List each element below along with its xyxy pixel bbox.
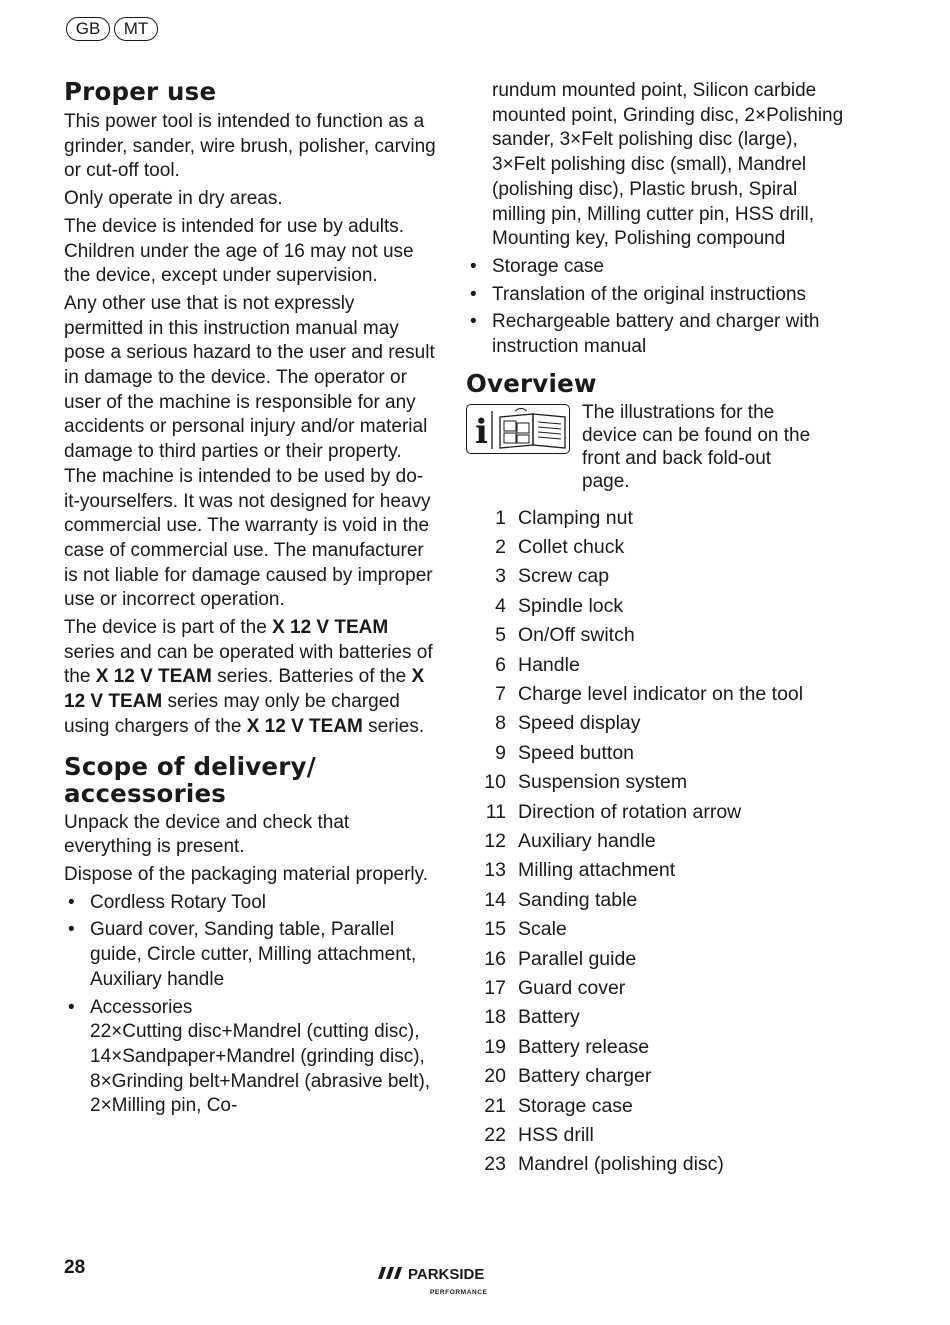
- scope-list: [64, 891, 436, 1119]
- part-number: 7: [495, 682, 506, 705]
- series-name: X 12 V TEAM: [64, 666, 425, 713]
- scope-heading-line-2: accessories: [64, 778, 227, 808]
- bullet-icon: •: [68, 919, 75, 941]
- part-item: [466, 1062, 844, 1091]
- part-item: [466, 1003, 844, 1032]
- scope-paragraph-2: Dispose of the packaging material properly.: [64, 863, 429, 885]
- proper-use-paragraph-1: This power tool is intended to function as a grinder, sander, wire brush, polisher, carving or cut-off tool.: [64, 111, 436, 182]
- language-badge-mt: MT: [114, 17, 158, 41]
- part-item: [466, 651, 844, 680]
- overview-info: [466, 401, 844, 494]
- part-label: On/Off switch: [518, 624, 635, 647]
- bullet-icon: •: [470, 255, 477, 277]
- right-column: [466, 79, 844, 1180]
- p5-text-4: series may only be charged using chargers of the: [64, 691, 400, 737]
- p5-text-5: series.: [362, 715, 425, 737]
- proper-use-paragraph-4: Any other use that is not expressly permitted in this instruction manual may pose a serious hazard to the user and result in damage to the device. The operator or user of the machine is responsible for any accidents or personal injury and/or material damage to third parties or their property. The machine is intended to be used by do-it-yourselfers. It was not designed for heavy commercial use. The warranty is void in the case of commercial use. The manufacturer is not liable for damage caused by improper use or incorrect operation.: [64, 292, 435, 611]
- part-label: HSS drill: [518, 1124, 594, 1147]
- part-item: [466, 915, 844, 944]
- part-item: [466, 945, 844, 974]
- part-number: 15: [484, 918, 506, 941]
- parkside-logo-icon: [376, 1263, 526, 1299]
- part-item: [466, 974, 844, 1003]
- part-label: Battery charger: [518, 1065, 652, 1088]
- part-item: [466, 709, 844, 738]
- series-name: X 12 V TEAM: [272, 617, 389, 639]
- part-item: [466, 856, 844, 885]
- part-item: [466, 768, 844, 797]
- part-number: 19: [484, 1035, 506, 1058]
- left-column: [64, 78, 436, 1122]
- part-number: 17: [484, 977, 506, 1000]
- part-item: [466, 1092, 844, 1121]
- part-number: 10: [484, 771, 506, 794]
- part-item: [466, 1150, 844, 1179]
- part-label: Mandrel (polishing disc): [518, 1153, 724, 1176]
- part-label: Spindle lock: [518, 594, 624, 617]
- info-manual-icon-graphic: [467, 405, 571, 455]
- brand-sub: PERFORMANCE: [430, 1289, 488, 1296]
- list-item: [466, 310, 844, 359]
- bullet-icon: •: [470, 311, 477, 333]
- part-label: Suspension system: [518, 771, 688, 794]
- part-item: [466, 680, 844, 709]
- part-label: Parallel guide: [518, 947, 637, 970]
- part-item: [466, 886, 844, 915]
- part-number: 13: [484, 859, 506, 882]
- part-label: Speed display: [518, 712, 641, 735]
- part-label: Battery: [518, 1006, 580, 1029]
- series-name: X 12 V TEAM: [95, 666, 212, 688]
- part-number: 18: [484, 1006, 506, 1029]
- scope-heading: [64, 753, 436, 807]
- part-label: Direction of rotation arrow: [518, 800, 742, 823]
- bullet-icon: •: [68, 996, 75, 1018]
- p5-text-3: series. Batteries of the: [211, 666, 412, 688]
- overview-info-text: The illustrations for the device can be found on the front and back fold-out page.: [582, 401, 811, 493]
- part-number: 3: [495, 565, 506, 588]
- part-item: [466, 827, 844, 856]
- part-item: [466, 504, 844, 533]
- part-label: Handle: [518, 653, 580, 676]
- page-number: 28: [64, 1257, 86, 1278]
- scope-list-continued: [466, 255, 844, 360]
- part-label: Screw cap: [518, 565, 610, 588]
- part-number: 22: [484, 1124, 506, 1147]
- part-label: Speed button: [518, 741, 635, 764]
- proper-use-paragraph-3: The device is intended for use by adults. Children under the age of 16 may not use the device, except under supervision.: [64, 215, 414, 287]
- part-label: Auxiliary handle: [518, 830, 656, 853]
- part-item: [466, 533, 844, 562]
- list-item-text: Accessories: [90, 996, 193, 1018]
- part-number: 5: [495, 624, 506, 647]
- list-item-text: Storage case: [492, 255, 604, 277]
- scope-heading-line-1: Scope of delivery/: [64, 751, 316, 781]
- part-label: Battery release: [518, 1035, 650, 1058]
- list-item-text: Translation of the original instructions: [492, 283, 807, 305]
- part-number: 20: [484, 1065, 506, 1088]
- p5-text-2: series and can be operated with batteries of the: [64, 641, 433, 688]
- p5-text-1: The device is part of the: [64, 617, 273, 639]
- part-number: 6: [495, 653, 506, 676]
- part-label: Clamping nut: [518, 506, 633, 529]
- part-number: 21: [484, 1094, 506, 1117]
- part-number: 8: [495, 712, 506, 735]
- part-item: [466, 562, 844, 591]
- proper-use-paragraph-5: [64, 616, 436, 740]
- info-manual-icon: [466, 404, 570, 454]
- part-label: Guard cover: [518, 977, 626, 1000]
- part-label: Storage case: [518, 1094, 633, 1117]
- part-number: 23: [484, 1153, 506, 1176]
- part-number: 4: [495, 594, 506, 617]
- part-number: 16: [484, 947, 506, 970]
- scope-paragraph-1: Unpack the device and check that everything is present.: [64, 811, 350, 858]
- part-item: [466, 621, 844, 650]
- part-number: 12: [484, 830, 506, 853]
- part-number: 11: [485, 800, 506, 823]
- list-item: [466, 255, 844, 280]
- proper-use-heading: Proper use: [64, 77, 217, 106]
- series-name: X 12 V TEAM: [246, 715, 363, 737]
- list-item: [64, 996, 436, 1120]
- list-item-text: Rechargeable battery and charger with instruction manual: [492, 311, 820, 358]
- part-item: [466, 592, 844, 621]
- brand-name: PARKSIDE: [408, 1266, 485, 1283]
- overview-heading: Overview: [466, 368, 597, 398]
- part-label: Milling attachment: [518, 859, 676, 882]
- part-number: 14: [484, 888, 506, 911]
- proper-use-paragraph-2: Only operate in dry areas.: [64, 188, 283, 210]
- brand-logo: [376, 1263, 526, 1299]
- svg-text:i: i: [475, 411, 488, 452]
- part-number: 9: [495, 741, 506, 764]
- part-label: Sanding table: [518, 888, 638, 911]
- part-item: [466, 1121, 844, 1150]
- language-badge-gb: GB: [66, 17, 110, 41]
- list-item: [64, 918, 436, 992]
- parts-list: [466, 504, 844, 1180]
- part-number: 2: [495, 535, 506, 558]
- bullet-icon: •: [470, 283, 477, 305]
- part-label: Scale: [518, 918, 567, 941]
- language-badges: [66, 17, 158, 41]
- part-label: Charge level indicator on the tool: [518, 682, 804, 705]
- list-item: [466, 283, 844, 308]
- part-item: [466, 798, 844, 827]
- accessories-detail: 22×Cutting disc+Mandrel (cutting disc), 14×Sandpaper+Mandrel (grinding disc), 8×Grinding belt+Mandrel (abrasive belt), 2×Milling pin, Co-: [90, 1021, 431, 1117]
- bullet-icon: •: [68, 891, 75, 913]
- part-number: 1: [495, 506, 506, 529]
- list-item-text: Guard cover, Sanding table, Parallel guide, Circle cutter, Milling attachment, Auxiliary handle: [90, 919, 417, 990]
- part-item: [466, 1033, 844, 1062]
- part-item: [466, 739, 844, 768]
- part-label: Collet chuck: [518, 535, 625, 558]
- list-item: [64, 891, 436, 916]
- accessories-detail-continued: rundum mounted point, Silicon carbide mounted point, Grinding disc, 2×Polishing sander, 3×Felt polishing disc (large), 3×Felt polishing disc (small), Mandrel (polishing disc), Plastic brush, Spiral milling pin, Milling cutter pin, HSS drill, Mounting key, Polishing compound: [492, 80, 844, 250]
- list-item-text: Cordless Rotary Tool: [90, 891, 267, 913]
